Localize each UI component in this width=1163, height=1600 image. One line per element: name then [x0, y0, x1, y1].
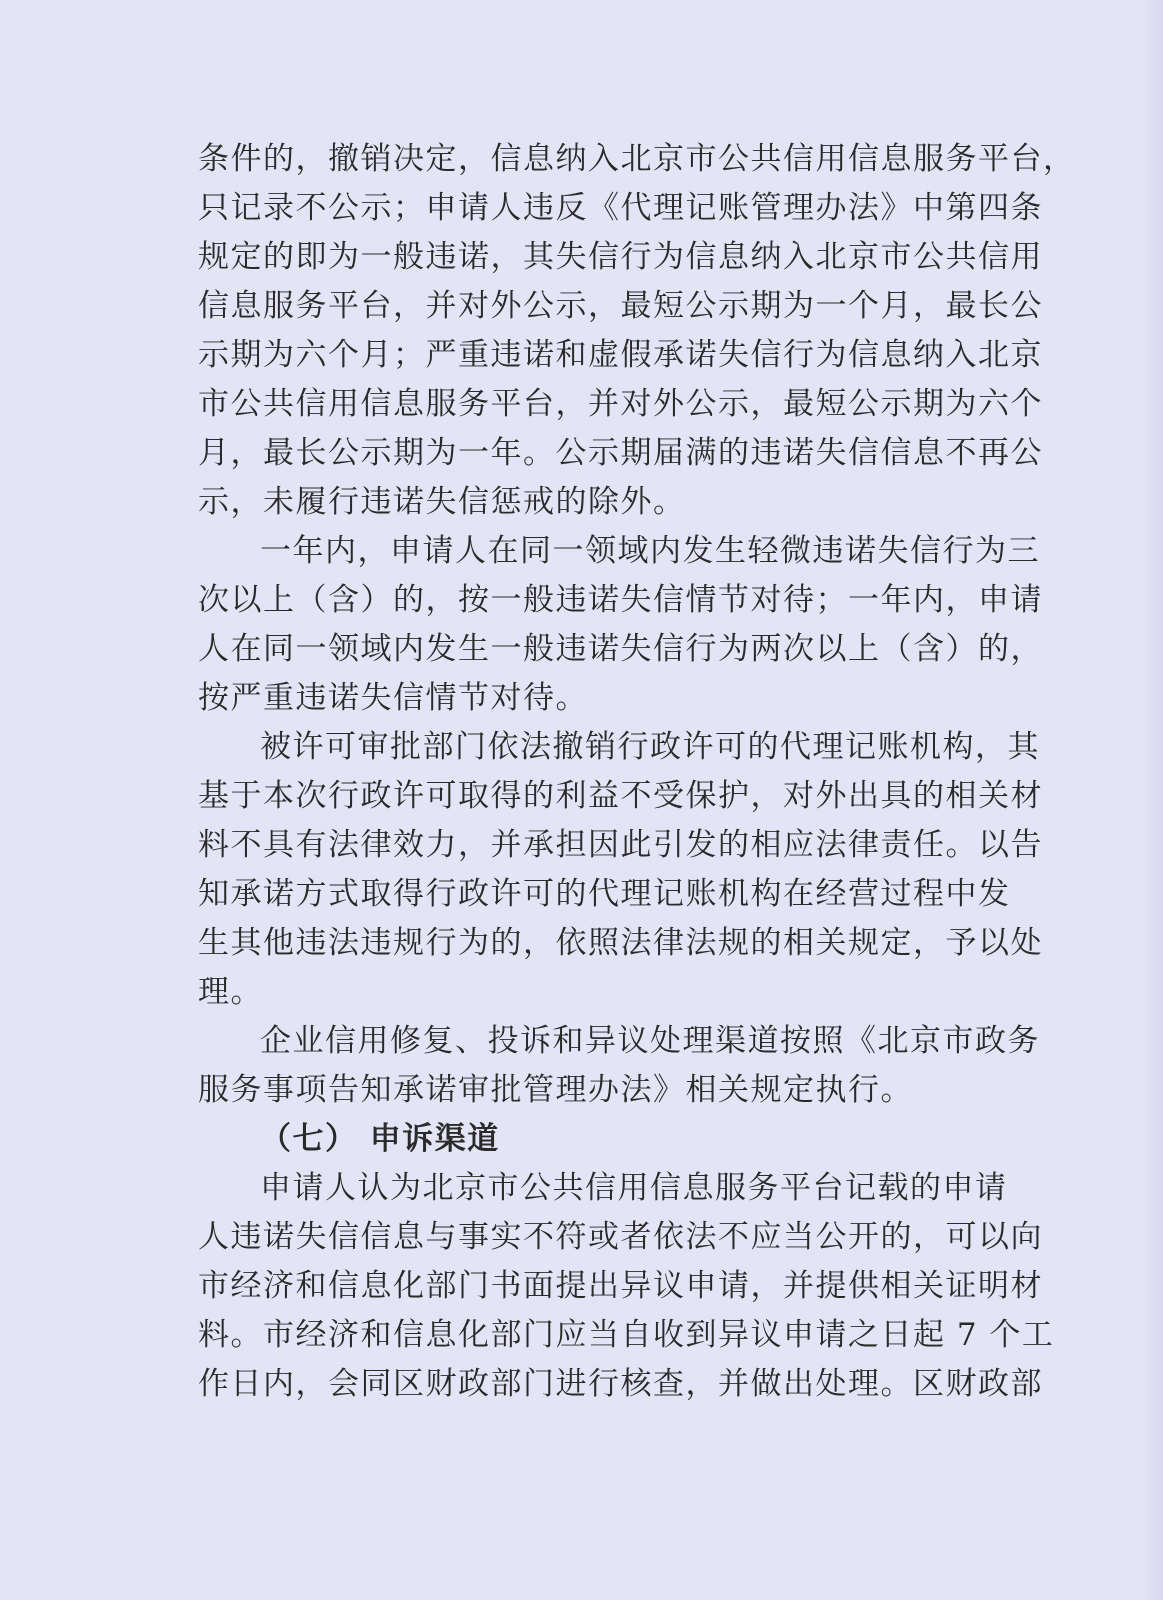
text-line: 作日内，会同区财政部门进行核查，并做出处理。区财政部	[198, 1366, 1043, 1402]
text-line: 市经济和信息化部门书面提出异议申请，并提供相关证明材	[198, 1268, 1043, 1304]
text-line: 企业信用修复、投诉和异议处理渠道按照《北京市政务	[260, 1023, 1040, 1059]
text-line: 只记录不公示；申请人违反《代理记账管理办法》中第四条	[198, 190, 1043, 226]
text-line: 被许可审批部门依法撤销行政许可的代理记账机构，其	[260, 729, 1040, 765]
text-line: 生其他违法违规行为的，依照法律法规的相关规定，予以处	[198, 925, 1043, 961]
text-line: 料。市经济和信息化部门应当自收到异议申请之日起 7 个工	[198, 1317, 1055, 1353]
text-line: 人违诺失信信息与事实不符或者依法不应当公开的，可以向	[198, 1219, 1043, 1255]
section-heading: （七） 申诉渠道	[260, 1121, 500, 1157]
text-line: 按严重违诺失信情节对待。	[198, 680, 588, 716]
text-line: 服务事项告知承诺审批管理办法》相关规定执行。	[198, 1072, 913, 1108]
text-line: 月，最长公示期为一年。公示期届满的违诺失信信息不再公	[198, 435, 1043, 471]
scan-edge	[1145, 0, 1163, 1600]
text-line: 示，未履行违诺失信惩戒的除外。	[198, 484, 686, 520]
text-line: 一年内，申请人在同一领域内发生轻微违诺失信行为三	[260, 533, 1040, 569]
text-line: 示期为六个月；严重违诺和虚假承诺失信行为信息纳入北京	[198, 337, 1043, 373]
text-line: 市公共信用信息服务平台，并对外公示，最短公示期为六个	[198, 386, 1043, 422]
text-line: 知承诺方式取得行政许可的代理记账机构在经营过程中发	[198, 876, 1011, 912]
text-line: 申请人认为北京市公共信用信息服务平台记载的申请	[260, 1170, 1008, 1206]
text-line: 规定的即为一般违诺，其失信行为信息纳入北京市公共信用	[198, 239, 1043, 275]
text-line: 人在同一领域内发生一般违诺失信行为两次以上（含）的，	[198, 631, 1043, 667]
text-line: 理。	[198, 974, 263, 1010]
text-line: 次以上（含）的，按一般违诺失信情节对待；一年内，申请	[198, 582, 1043, 618]
text-line: 信息服务平台，并对外公示，最短公示期为一个月，最长公	[198, 288, 1043, 324]
text-line: 基于本次行政许可取得的利益不受保护，对外出具的相关材	[198, 778, 1043, 814]
text-line: 条件的，撤销决定，信息纳入北京市公共信用信息服务平台，	[198, 141, 1076, 177]
document-body	[198, 135, 1076, 1409]
text-line: 料不具有法律效力，并承担因此引发的相应法律责任。以告	[198, 827, 1043, 863]
